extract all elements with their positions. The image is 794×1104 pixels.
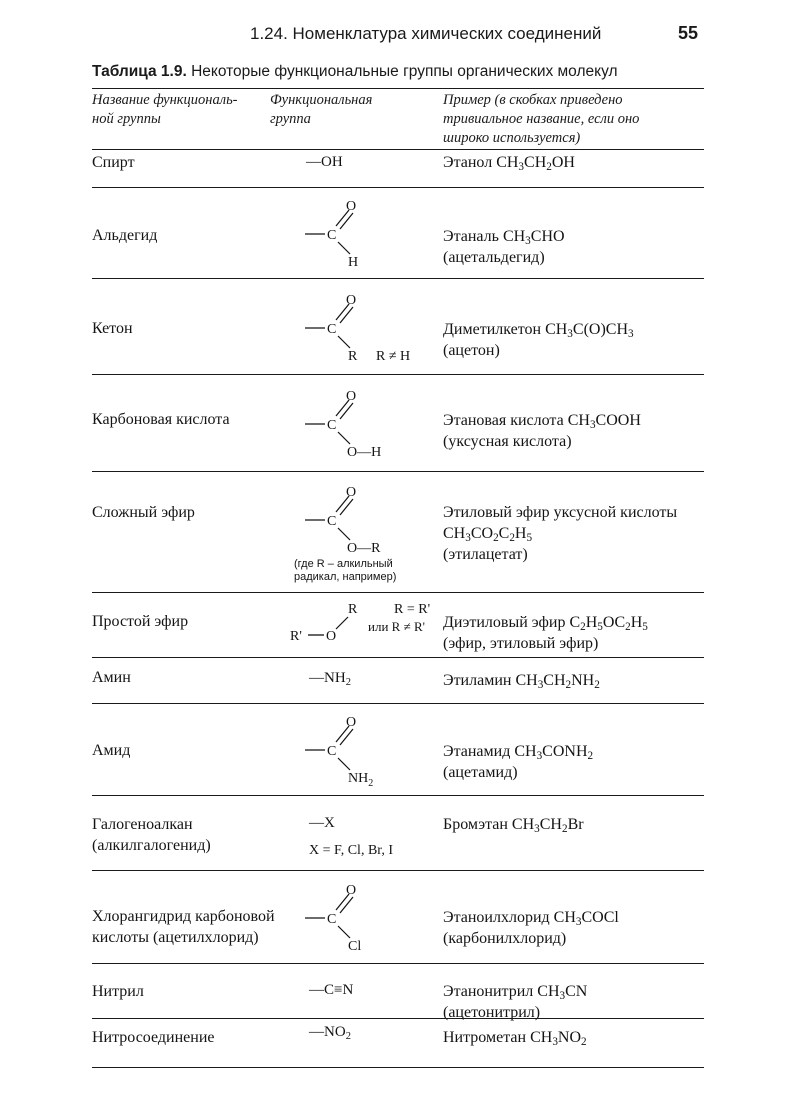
column-header-group: Функциональная группа [270,92,373,127]
row-name: Хлорангидрид карбоновой кислоты (ацетилхлорид) [92,908,275,946]
atom-cl: Cl [348,939,362,954]
atom-oh: O—H [347,445,382,460]
row-name: Спирт [92,154,135,171]
row-name: Галогеноалкан (алкилгалогенид) [92,816,211,854]
row-divider [92,592,704,593]
row-divider [92,471,704,472]
row-name: Карбоновая кислота [92,411,230,428]
example: Этанонитрил $CH_3CN$ (ацетонитрил) [443,983,588,1021]
example-formula: $CH_3CONH_2$ [514,743,594,762]
group-formula: $—NH_2$ [309,670,351,688]
atom-o: O [346,389,357,404]
atom-c: C [327,228,337,243]
example-formula: $CH_3C(O)CH_3$ [545,321,634,340]
row-divider [92,278,704,279]
row-name: Нитрил [92,983,144,1000]
example: Нитрометан $CH_3NO_2$ [443,1029,587,1048]
row-name: Амид [92,742,131,759]
atom-o: O [346,883,357,898]
example: Диметилкетон $CH_3C(O)CH_3$ (ацетон) [443,321,634,359]
trivial-name: (этилацетат) [443,546,528,563]
atom-h: H [348,255,359,270]
group-note: R ≠ H [376,349,411,364]
row-divider [92,1018,704,1019]
column-header-name: Название функциональ- ной группы [92,92,238,127]
example-formula: $CH_3COOH$ [567,412,641,431]
atom-o: O [346,199,357,214]
example: Этаналь $CH_3CHO$ (ацетальдегид) [443,228,565,266]
ester-structure [300,482,400,556]
atom-o: O [326,629,337,644]
row-name: Амин [92,669,131,686]
trivial-name: (ацетамид) [443,764,518,781]
atom-r-prime: R' [290,629,302,644]
page-number: 55 [678,23,699,43]
example-formula: $CH_3CN$ [537,983,588,1002]
group-note: R = R' [394,602,431,617]
example-formula: $CH_3CO_2C_2H_5$ [443,525,533,544]
row-name: Нитросоединение [92,1029,215,1046]
example-formula: $CH_3COCl$ [553,909,619,928]
group-note: или R ≠ R' [368,619,425,634]
running-header: 1.24. Номенклатура химических соединений [250,24,602,43]
row-name: Сложный эфир [92,504,195,521]
group-formula: $—NO_2$ [309,1024,351,1042]
atom-or: O—R [347,541,381,556]
aldehyde-structure [300,196,380,270]
row-name: Альдегид [92,227,158,244]
example: Этаноилхлорид $CH_3COCl$ (карбонилхлорид) [443,909,619,947]
trivial-name: (ацетальдегид) [443,249,545,266]
ether-structure [286,598,436,648]
row-divider [92,963,704,964]
trivial-name: (ацетонитрил) [443,1004,541,1021]
row-divider [92,657,704,658]
row-name: Кетон [92,320,133,337]
row-divider [92,703,704,704]
example: Диэтиловый эфир $C_2H_5OC_2H_5$ (эфир, этиловый эфир) [443,614,648,652]
table-caption-text: Некоторые функциональные группы органических молекул [191,63,618,80]
example: Этанол $CH_3CH_2OH$ [443,154,575,173]
table-bottom-rule [92,1067,704,1068]
atom-o: O [346,485,357,500]
example-formula: $C_2H_5OC_2H_5$ [569,614,648,633]
trivial-name: (уксусная кислота) [443,433,572,450]
ketone-structure [300,290,430,364]
group-formula: —X [309,815,335,831]
table-top-rule [92,88,704,89]
atom-c: C [327,418,337,433]
atom-c: C [327,322,337,337]
example-formula: $CH_3CHO$ [502,228,565,247]
atom-c: C [327,744,337,759]
row-divider [92,795,704,796]
acyl-chloride-structure [300,880,400,956]
row-divider [92,187,704,188]
example: Этановая кислота $CH_3COOH$ (уксусная кислота) [443,412,641,450]
atom-r: R [348,349,358,364]
trivial-name: (карбонилхлорид) [443,930,567,947]
group-formula: —C≡N [309,982,354,998]
row-divider [92,374,704,375]
example: Этиламин $CH_3CH_2NH_2$ [443,672,600,691]
atom-c: C [327,912,337,927]
row-divider [92,870,704,871]
example-formula: $CH_3CH_2NH_2$ [515,672,600,691]
example: Бромэтан $CH_3CH_2Br$ [443,816,584,835]
example-formula: $CH_3CH_2OH$ [496,154,575,173]
amide-structure [300,712,400,788]
carboxylic-acid-structure [300,386,400,460]
table-caption [92,63,618,81]
table-caption-label: Таблица 1.9. [92,63,187,80]
atom-o: O [346,715,357,730]
atom-c: C [327,514,337,529]
example: Этиловый эфир уксусной кислоты $CH_3CO_2C_2H_5$ (этилацетат) [443,504,678,563]
atom-o: O [346,293,357,308]
column-header-example: Пример (в скобках приведено тривиальное название, если оно широко используется) [443,92,640,146]
atom-r: R [348,602,358,617]
atom-nh2: $NH_2$ [348,771,374,789]
header-bottom-rule [92,149,704,150]
example-formula: $CH_3NO_2$ [530,1029,587,1048]
example-formula: $CH_3CH_2Br$ [511,816,584,835]
trivial-name: (ацетон) [443,342,500,359]
group-formula: —OH [306,154,343,170]
example: Этанамид $CH_3CONH_2$ (ацетамид) [443,743,594,781]
group-note: X = F, Cl, Br, I [309,843,394,858]
row-name: Простой эфир [92,613,189,630]
trivial-name: (эфир, этиловый эфир) [443,635,599,652]
group-note: (где R – алкильный радикал, например) [294,558,397,583]
